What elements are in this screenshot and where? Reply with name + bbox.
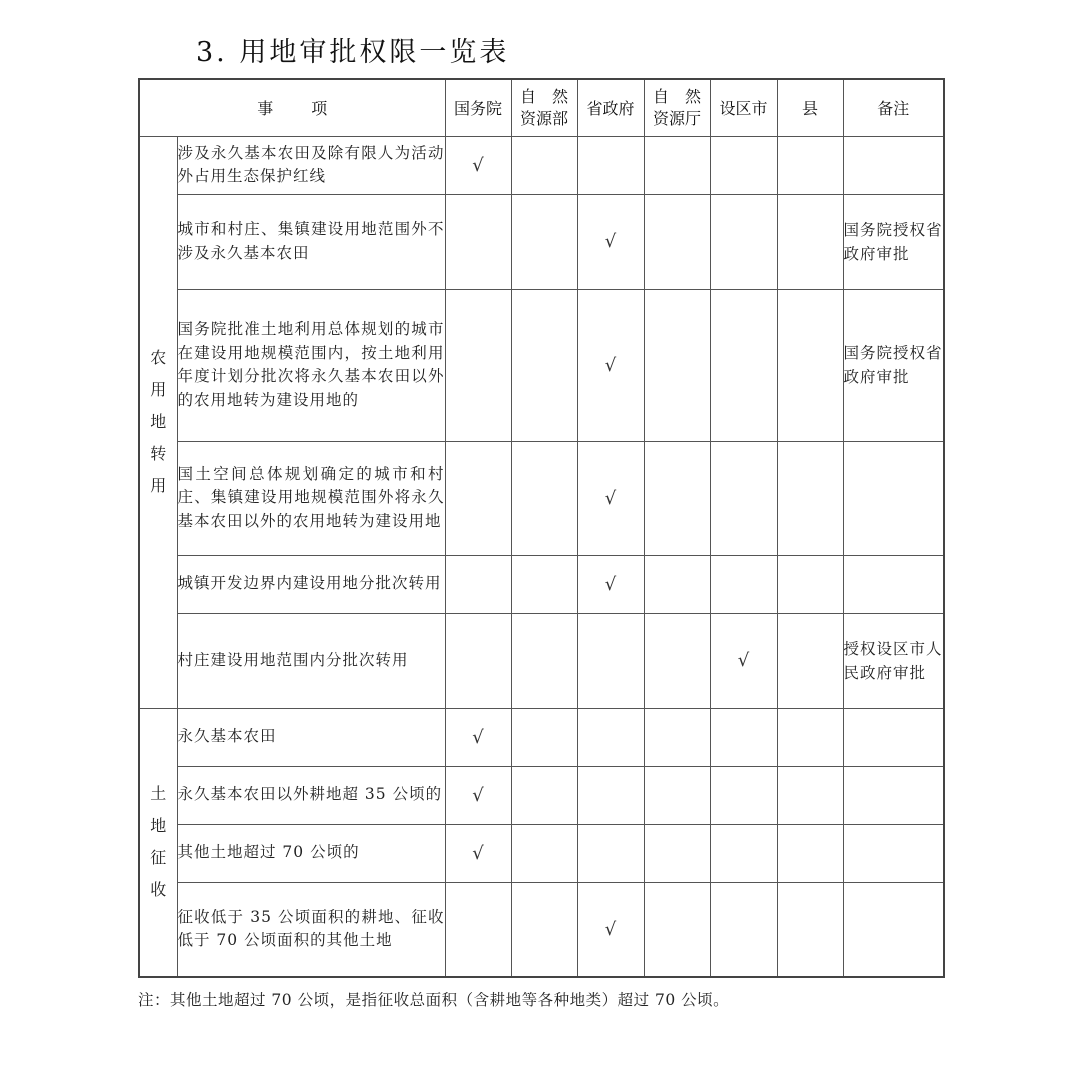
cell-state-council	[445, 708, 511, 766]
cell-mnr	[511, 613, 577, 708]
cell-state-council	[445, 136, 511, 194]
table-row	[139, 613, 944, 708]
cell-mnr	[511, 194, 577, 289]
cell-county	[777, 136, 843, 194]
cell-state-council	[445, 766, 511, 824]
cell-prov-nr	[644, 766, 710, 824]
table-row	[139, 824, 944, 882]
cell-prov-nr	[644, 824, 710, 882]
cell-prov-nr	[644, 882, 710, 977]
header-city: 设区市	[710, 79, 777, 136]
item-description: 国土空间总体规划确定的城市和村庄、集镇建设用地规模范围外将永久基本农田以外的农用地转为建设用地	[177, 441, 445, 555]
cell-prov-gov	[577, 194, 644, 289]
item-description: 永久基本农田以外耕地超 35 公顷的	[177, 766, 445, 824]
cell-county	[777, 708, 843, 766]
remark-cell	[843, 824, 944, 882]
cell-city	[710, 882, 777, 977]
cell-state-council	[445, 441, 511, 555]
cell-prov-gov	[577, 613, 644, 708]
cell-county	[777, 555, 843, 613]
group-label-cell	[139, 708, 177, 977]
check-mark-icon: √	[604, 354, 617, 376]
cell-prov-nr	[644, 613, 710, 708]
item-description: 村庄建设用地范围内分批次转用	[177, 613, 445, 708]
table-row	[139, 441, 944, 555]
remark-cell	[843, 136, 944, 194]
check-mark-icon: √	[737, 650, 750, 671]
cell-city	[710, 441, 777, 555]
header-item-char-1: 事	[257, 99, 274, 119]
check-mark-icon: √	[604, 487, 617, 509]
table-row	[139, 136, 944, 194]
header-prov-gov: 省政府	[577, 79, 644, 136]
cell-prov-gov	[577, 289, 644, 441]
cell-county	[777, 441, 843, 555]
group-label: 农用地转用	[150, 348, 167, 495]
cell-city	[710, 194, 777, 289]
item-description: 涉及永久基本农田及除有限人为活动外占用生态保护红线	[177, 136, 445, 194]
remark-cell	[843, 766, 944, 824]
item-description: 永久基本农田	[177, 708, 445, 766]
cell-county	[777, 613, 843, 708]
approval-authority-table	[138, 78, 945, 978]
cell-prov-gov	[577, 136, 644, 194]
table-row	[139, 194, 944, 289]
header-row	[139, 79, 944, 136]
cell-mnr	[511, 824, 577, 882]
remark-cell	[843, 441, 944, 555]
header-remarks: 备注	[843, 79, 944, 136]
header-item-char-2: 项	[311, 99, 328, 119]
cell-mnr	[511, 136, 577, 194]
cell-county	[777, 882, 843, 977]
cell-mnr	[511, 441, 577, 555]
cell-prov-gov	[577, 708, 644, 766]
cell-prov-nr	[644, 555, 710, 613]
item-description: 国务院批准土地利用总体规划的城市在建设用地规模范围内，按土地利用年度计划分批次将永久基本农田以外的农用地转为建设用地的	[177, 289, 445, 441]
group-label: 土地征收	[150, 784, 167, 900]
cell-prov-nr	[644, 289, 710, 441]
header-prov-nr-line2: 资源厅	[652, 108, 701, 128]
group-label-cell	[139, 136, 177, 708]
remark-cell	[843, 708, 944, 766]
cell-state-council	[445, 824, 511, 882]
cell-prov-nr	[644, 194, 710, 289]
header-county: 县	[777, 79, 843, 136]
header-mnr-line1: 自 然	[519, 86, 568, 106]
remark-cell	[843, 882, 944, 977]
cell-county	[777, 766, 843, 824]
check-mark-icon: √	[472, 726, 484, 748]
cell-city	[710, 613, 777, 708]
check-mark-icon: √	[604, 573, 617, 595]
cell-prov-gov	[577, 882, 644, 977]
cell-city	[710, 136, 777, 194]
cell-state-council	[445, 613, 511, 708]
footnote: 注：其他土地超过 70 公顷，是指征收总面积（含耕地等各种地类）超过 70 公顷。	[138, 991, 730, 1009]
check-mark-icon: √	[604, 918, 617, 940]
cell-city	[710, 555, 777, 613]
cell-prov-gov	[577, 555, 644, 613]
table-row	[139, 289, 944, 441]
header-mnr-line2: 资源部	[519, 108, 568, 128]
cell-prov-gov	[577, 824, 644, 882]
item-description: 征收低于 35 公顷面积的耕地、征收低于 70 公顷面积的其他土地	[177, 882, 445, 977]
cell-county	[777, 289, 843, 441]
cell-state-council	[445, 882, 511, 977]
cell-prov-gov	[577, 766, 644, 824]
cell-prov-nr	[644, 136, 710, 194]
check-mark-icon: √	[604, 231, 617, 252]
cell-city	[710, 824, 777, 882]
check-mark-icon: √	[472, 154, 484, 176]
cell-mnr	[511, 289, 577, 441]
remark-cell: 授权设区市人民政府审批	[843, 613, 944, 708]
page-title: 3. 用地审批权限一览表	[196, 37, 510, 68]
item-description: 城镇开发边界内建设用地分批次转用	[177, 555, 445, 613]
header-state-council: 国务院	[445, 79, 511, 136]
cell-prov-nr	[644, 708, 710, 766]
header-prov-nr	[644, 79, 710, 136]
cell-city	[710, 289, 777, 441]
item-description: 其他土地超过 70 公顷的	[177, 824, 445, 882]
cell-county	[777, 824, 843, 882]
remark-cell	[843, 555, 944, 613]
cell-city	[710, 766, 777, 824]
table-row	[139, 555, 944, 613]
cell-county	[777, 194, 843, 289]
check-mark-icon: √	[472, 784, 484, 806]
cell-prov-nr	[644, 441, 710, 555]
header-item	[139, 79, 445, 136]
cell-state-council	[445, 289, 511, 441]
cell-state-council	[445, 555, 511, 613]
header-mnr	[511, 79, 577, 136]
cell-prov-gov	[577, 441, 644, 555]
remark-cell: 国务院授权省政府审批	[843, 194, 944, 289]
cell-mnr	[511, 766, 577, 824]
item-description: 城市和村庄、集镇建设用地范围外不涉及永久基本农田	[177, 194, 445, 289]
table-row	[139, 708, 944, 766]
cell-mnr	[511, 708, 577, 766]
remark-cell: 国务院授权省政府审批	[843, 289, 944, 441]
cell-state-council	[445, 194, 511, 289]
table-row	[139, 882, 944, 977]
check-mark-icon: √	[472, 842, 484, 864]
header-prov-nr-line1: 自 然	[652, 86, 701, 106]
cell-city	[710, 708, 777, 766]
table-row	[139, 766, 944, 824]
cell-mnr	[511, 555, 577, 613]
cell-mnr	[511, 882, 577, 977]
